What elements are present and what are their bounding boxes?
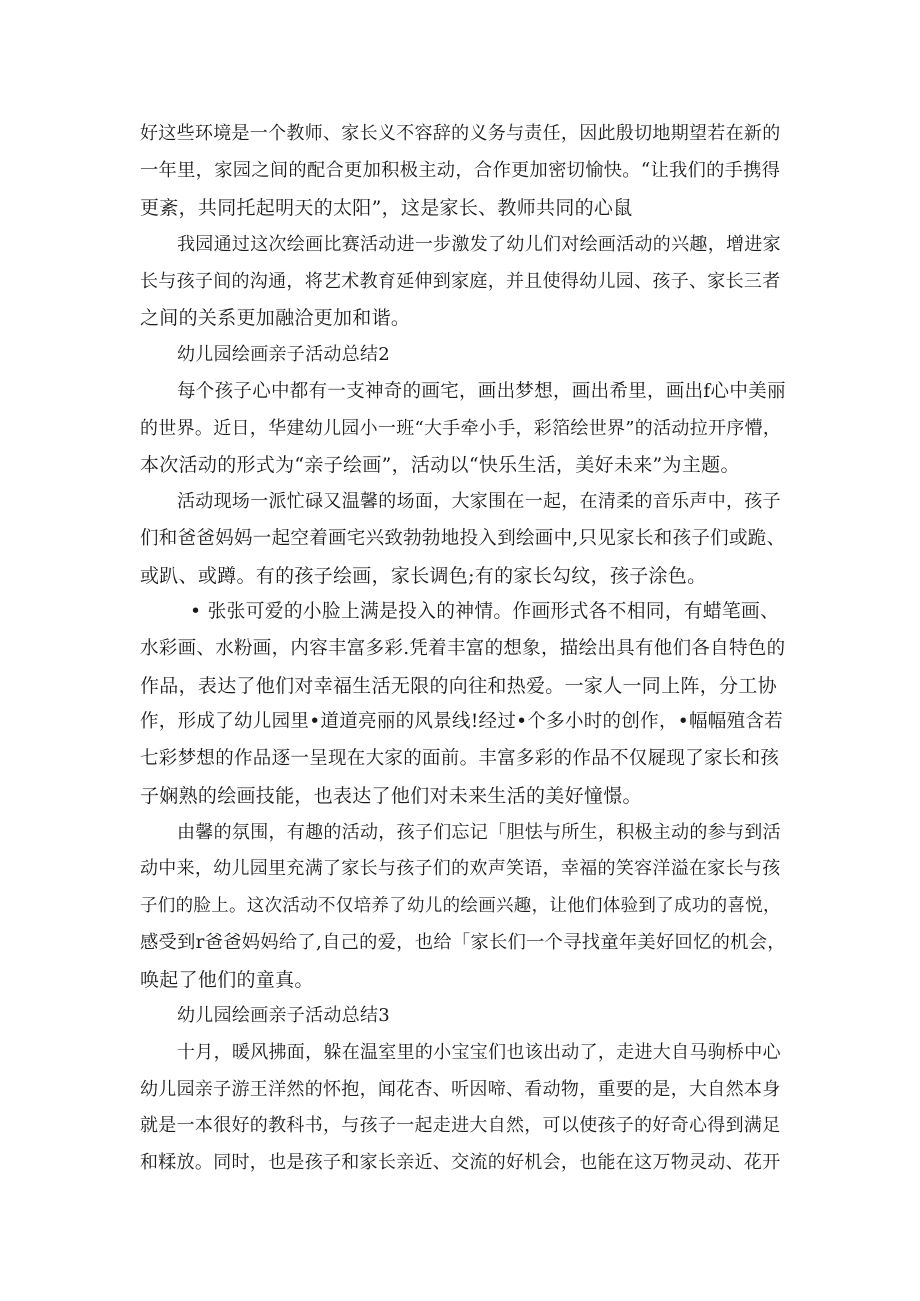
text-line: 子娴熟的绘画技能，也表达了他们对未来生活的美好憧憬。 (140, 785, 642, 807)
text-line: 们和爸爸妈妈一起空着画宅兴致勃勃地投入到绘画中,只见家长和孩子们或跪、 (140, 528, 786, 549)
text-line: 感受到r爸爸妈妈给了,自己的爱，也给「家长们一个寻找童年美好回忆的机会， (140, 932, 786, 953)
text-line: 水彩画、水粉画，内容丰富多彩.凭着丰富的想象，描绘出具有他们各自特色的 (140, 638, 786, 659)
text-line: 我园通过这次绘画比赛活动进一步激发了幼儿们对绘画活动的兴趣，增进家 (177, 234, 781, 255)
text-line: 一年里，家园之间的配合更加积极主动，合作更加密切愉快。“让我们的手携得 (140, 160, 781, 181)
text-line: 的世界。近日，华建幼儿园小一班“大手牵小手，彩箔绘世界”的活动拉开序懵， (140, 418, 782, 439)
text-line: 本次活动的形式为“亲子绘画”，活动以“快乐生活，美好未来”为主题。 (140, 454, 740, 476)
text-line: 幼儿园亲子游王洋然的怀抱，闻花杏、听因啼、看动物，重要的是，大自然本身 (140, 1079, 781, 1100)
text-line: 唤起了他们的童真。 (140, 969, 314, 991)
text-line: 活动现场一派忙碌又温馨的场面，大家围在一起，在清柔的音乐声中，孩子 (177, 491, 781, 512)
text-line: 更紊，共同托起明天的太阳”，这是家长、教师共同的心鼠 (140, 197, 633, 219)
text-line: 每个孩子心中都有一支神奇的画宅，画出梦想，画出希里，画出f心中美丽 (177, 381, 786, 402)
section-heading: 幼儿园绘画亲子活动总结3 (177, 1005, 391, 1026)
text-line: 作，形成了幼儿园里•道道亮丽的风景线!经过•个多小时的创作，•幅幅殖含若 (140, 711, 783, 732)
text-line: 之间的关系更加融洽更加和谐。 (140, 307, 411, 329)
text-line: 七彩梦想的作品逐一呈现在大家的面前。丰富多彩的作品不仅屣现了家长和孩 (140, 748, 780, 769)
text-line: 子们的脸上。这次活动不仅培养了幼儿的绘画兴趣，让他们体验到了成功的喜悦， (140, 896, 781, 916)
text-line: 动中来，幼儿园里充满了家长与孩子们的欢声笑语，幸福的笑容洋溢在家长与孩 (140, 858, 781, 879)
text-line: 和糅放。同时，也是孩子和家长亲近、交流的好机会，也能在这万物灵动、花开 (140, 1152, 781, 1173)
text-line: 就是一本很好的教科书，与孩子一起走进大自然，可以使孩子的好奇心得到满足 (140, 1115, 781, 1136)
text-line: 十月，暖风拂面，躲在温室里的小宝宝们也该出动了，走进大自马驹桥中心 (177, 1042, 781, 1063)
text-line: 好这些环境是一个教师、家长义不容辞的义务与责任，因此殷切地期望若在新的 (140, 123, 781, 144)
text-line: 由馨的氛围，有趣的活动，孩子们忘记「胆怯与所生，积极主动的参与到活 (177, 822, 781, 843)
text-line: 或趴、或蹲。有的孩子绘画，家长调色;有的家长勾纹，孩子涂色。 (140, 565, 707, 587)
section-heading: 幼儿园绘画亲子活动总结2 (177, 344, 391, 365)
text-line: • 张张可爱的小脸上满是投入的神情。作画形式各不相同，有蜡笔画、 (190, 601, 780, 622)
text-line: 作品，表达了他们对幸福生活无限的向往和热爱。一家人一同上阵，分工协 (140, 675, 777, 697)
text-line: 长与孩子间的沟通，将艺术教育延伸到家庭，并且使得幼儿园、孩子、家长三者 (140, 271, 781, 292)
